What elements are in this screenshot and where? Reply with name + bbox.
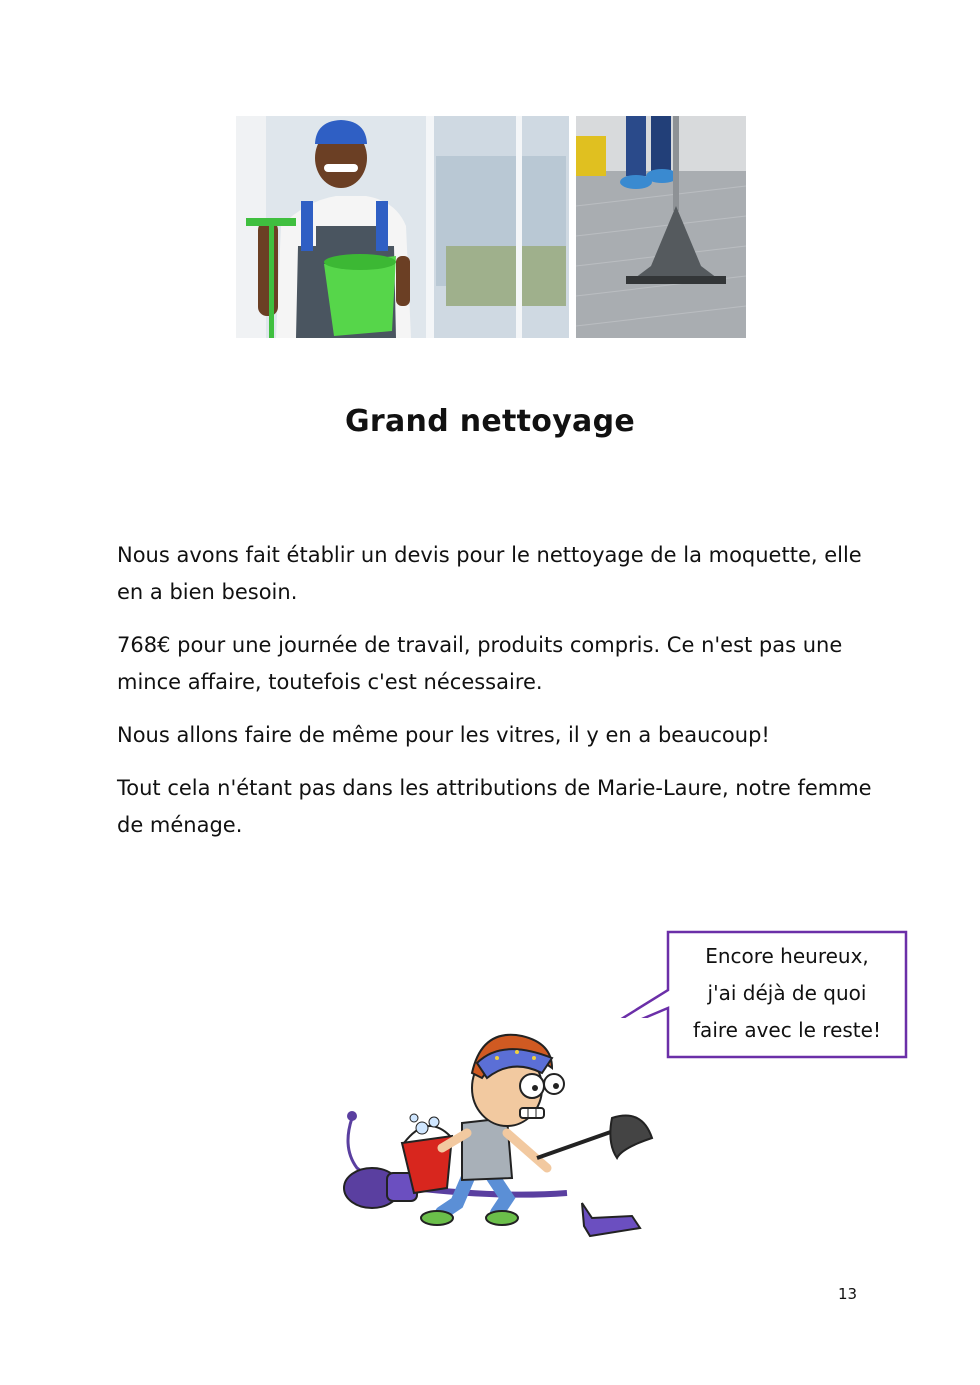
bubble-line: Encore heureux, [705, 944, 869, 968]
page-title: Grand nettoyage [344, 404, 636, 439]
carpet-vacuum-photo [576, 116, 746, 338]
cleaner-photo [236, 116, 569, 338]
bubble-line: j'ai déjà de quoi [707, 981, 867, 1005]
speech-bubble-text [670, 932, 904, 1056]
page-number: 13 [838, 1285, 858, 1303]
paragraph: 768€ pour une journée de travail, produits compris. Ce n'est pas une mince affaire, toutefois c'est nécessaire. [117, 633, 843, 694]
paragraph: Nous allons faire de même pour les vitres, il y en a beaucoup! [117, 723, 770, 747]
bubble-line: faire avec le reste! [693, 1018, 881, 1042]
paragraph: Tout cela n'étant pas dans les attributions de Marie-Laure, notre femme de ménage. [117, 776, 872, 837]
body-text [117, 537, 877, 860]
cleaning-lady-cartoon [322, 1018, 662, 1246]
paragraph: Nous avons fait établir un devis pour le nettoyage de la moquette, elle en a bien besoin. [117, 543, 862, 604]
